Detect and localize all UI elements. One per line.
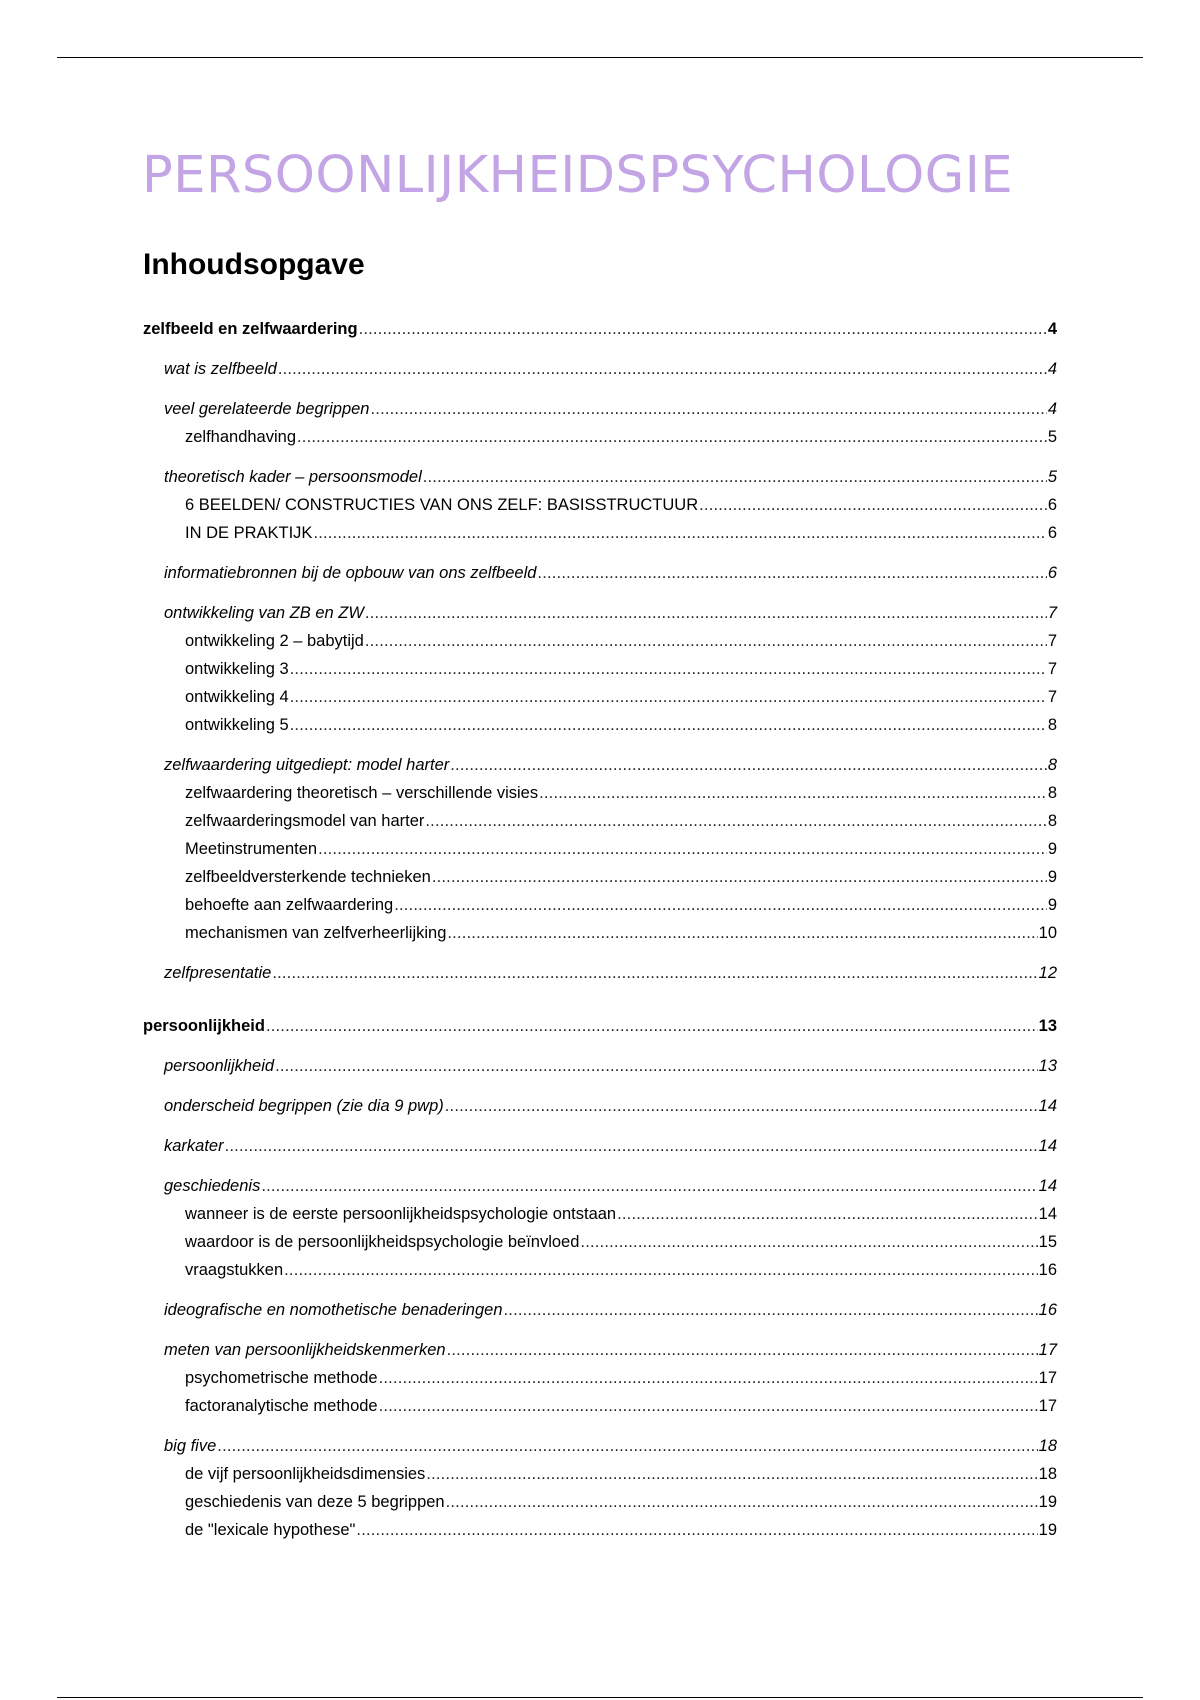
toc-entry-page: 7 bbox=[1047, 660, 1057, 678]
toc-entry-label: zelfwaardering uitgediept: model harter bbox=[164, 756, 450, 774]
toc-entry-page: 19 bbox=[1038, 1521, 1057, 1539]
toc-entry[interactable] bbox=[164, 1174, 1057, 1198]
toc-dot-leader bbox=[266, 1014, 1038, 1038]
toc-entry-label: onderscheid begrippen (zie dia 9 pwp) bbox=[164, 1097, 444, 1115]
toc-dot-leader bbox=[379, 1366, 1038, 1390]
toc-entry[interactable] bbox=[164, 357, 1057, 381]
toc-entry[interactable] bbox=[164, 1338, 1057, 1362]
toc-entry[interactable] bbox=[185, 1394, 1057, 1418]
toc-entry-page: 4 bbox=[1047, 320, 1057, 338]
toc-dot-leader bbox=[261, 1174, 1037, 1198]
toc-entry-page: 6 bbox=[1047, 524, 1057, 542]
toc-entry[interactable] bbox=[143, 1014, 1057, 1038]
toc-dot-leader bbox=[290, 657, 1047, 681]
toc-entry-page: 8 bbox=[1047, 812, 1057, 830]
toc-entry[interactable] bbox=[164, 601, 1057, 625]
toc-entry-label: ontwikkeling 2 – babytijd bbox=[185, 632, 364, 650]
toc-entry[interactable] bbox=[185, 685, 1057, 709]
toc-entry[interactable] bbox=[185, 521, 1057, 545]
toc-entry-label: wat is zelfbeeld bbox=[164, 360, 277, 378]
toc-entry-page: 9 bbox=[1047, 896, 1057, 914]
toc-entry[interactable] bbox=[185, 1490, 1057, 1514]
toc-dot-leader bbox=[290, 685, 1047, 709]
toc-entry[interactable] bbox=[185, 1462, 1057, 1486]
toc-entry[interactable] bbox=[164, 753, 1057, 777]
toc-entry[interactable] bbox=[185, 713, 1057, 737]
toc-entry-page: 18 bbox=[1038, 1465, 1057, 1483]
toc-entry[interactable] bbox=[185, 425, 1057, 449]
toc-entry-label: ontwikkeling 3 bbox=[185, 660, 289, 678]
toc-entry-page: 14 bbox=[1038, 1097, 1057, 1115]
toc-entry-page: 7 bbox=[1047, 688, 1057, 706]
toc-dot-leader bbox=[356, 1518, 1037, 1542]
toc-dot-leader bbox=[699, 493, 1047, 517]
toc-dot-leader bbox=[318, 837, 1047, 861]
toc-dot-leader bbox=[504, 1298, 1038, 1322]
toc-dot-leader bbox=[394, 893, 1047, 917]
toc-entry[interactable] bbox=[185, 921, 1057, 945]
toc-entry-page: 9 bbox=[1047, 840, 1057, 858]
toc-entry-page: 14 bbox=[1038, 1205, 1057, 1223]
toc-entry-label: IN DE PRAKTIJK bbox=[185, 524, 313, 542]
toc-entry-label: zelfbeeldversterkende technieken bbox=[185, 868, 431, 886]
toc-dot-leader bbox=[359, 317, 1047, 341]
toc-entry-page: 16 bbox=[1038, 1261, 1057, 1279]
toc-entry[interactable] bbox=[164, 1298, 1057, 1322]
toc-entry-label: Meetinstrumenten bbox=[185, 840, 318, 858]
toc-entry-label: mechanismen van zelfverheerlijking bbox=[185, 924, 447, 942]
toc-entry[interactable] bbox=[164, 1054, 1057, 1078]
toc-entry[interactable] bbox=[164, 1434, 1057, 1458]
toc-entry-label: informatiebronnen bij de opbouw van ons zelfbeeld bbox=[164, 564, 537, 582]
toc-entry-page: 17 bbox=[1038, 1341, 1057, 1359]
toc-entry-page: 5 bbox=[1047, 468, 1057, 486]
toc-entry-page: 16 bbox=[1038, 1301, 1057, 1319]
toc-entry-page: 7 bbox=[1047, 604, 1057, 622]
toc-dot-leader bbox=[426, 1462, 1037, 1486]
toc-entry[interactable] bbox=[164, 561, 1057, 585]
toc-dot-leader bbox=[539, 781, 1047, 805]
toc-dot-leader bbox=[284, 1258, 1038, 1282]
toc-entry[interactable] bbox=[185, 1366, 1057, 1390]
toc-entry-label: geschiedenis bbox=[164, 1177, 261, 1195]
toc-entry[interactable] bbox=[185, 1258, 1057, 1282]
toc-entry[interactable] bbox=[164, 1134, 1057, 1158]
toc-entry-label: persoonlijkheid bbox=[143, 1017, 265, 1035]
toc-dot-leader bbox=[425, 809, 1046, 833]
toc-entry-page: 14 bbox=[1038, 1177, 1057, 1195]
toc-entry-label: behoefte aan zelfwaardering bbox=[185, 896, 394, 914]
toc-dot-leader bbox=[297, 425, 1047, 449]
toc-entry[interactable] bbox=[143, 317, 1057, 341]
toc-entry[interactable] bbox=[185, 865, 1057, 889]
toc-dot-leader bbox=[371, 397, 1047, 421]
toc-entry-page: 8 bbox=[1047, 716, 1057, 734]
toc-entry-page: 17 bbox=[1038, 1397, 1057, 1415]
toc-entry-page: 7 bbox=[1047, 632, 1057, 650]
toc-dot-leader bbox=[365, 629, 1047, 653]
toc-entry-label: waardoor is de persoonlijkheidspsychologie beïnvloed bbox=[185, 1233, 580, 1251]
toc-entry-label: persoonlijkheid bbox=[164, 1057, 275, 1075]
toc-dot-leader bbox=[313, 521, 1046, 545]
toc-entry-label: psychometrische methode bbox=[185, 1369, 378, 1387]
toc-dot-leader bbox=[272, 961, 1037, 985]
toc-entry[interactable] bbox=[185, 809, 1057, 833]
toc-dot-leader bbox=[278, 357, 1047, 381]
toc-entry[interactable] bbox=[164, 1094, 1057, 1118]
toc-entry-label: theoretisch kader – persoonsmodel bbox=[164, 468, 422, 486]
header-rule bbox=[57, 57, 1143, 58]
toc-dot-leader bbox=[365, 601, 1047, 625]
toc-entry-page: 6 bbox=[1047, 564, 1057, 582]
toc-entry-page: 19 bbox=[1038, 1493, 1057, 1511]
toc-entry[interactable] bbox=[185, 493, 1057, 517]
toc-dot-leader bbox=[580, 1230, 1037, 1254]
toc-entry[interactable] bbox=[185, 1202, 1057, 1226]
toc-entry[interactable] bbox=[164, 465, 1057, 489]
toc-entry-label: zelfpresentatie bbox=[164, 964, 272, 982]
toc-entry-label: meten van persoonlijkheidskenmerken bbox=[164, 1341, 446, 1359]
toc-entry-label: wanneer is de eerste persoonlijkheidspsychologie ontstaan bbox=[185, 1205, 617, 1223]
toc-dot-leader bbox=[275, 1054, 1038, 1078]
toc-dot-leader bbox=[447, 921, 1037, 945]
toc-entry-page: 6 bbox=[1047, 496, 1057, 514]
toc-dot-leader bbox=[379, 1394, 1038, 1418]
toc-entry-label: ideografische en nomothetische benaderingen bbox=[164, 1301, 503, 1319]
toc-dot-leader bbox=[446, 1490, 1038, 1514]
toc-entry-label: de "lexicale hypothese" bbox=[185, 1521, 356, 1539]
toc-entry-page: 17 bbox=[1038, 1369, 1057, 1387]
toc-entry-page: 8 bbox=[1047, 756, 1057, 774]
toc-entry-label: 6 BEELDEN/ CONSTRUCTIES VAN ONS ZELF: BASISSTRUCTUUR bbox=[185, 496, 699, 514]
toc-entry-label: veel gerelateerde begrippen bbox=[164, 400, 370, 418]
toc-dot-leader bbox=[225, 1134, 1038, 1158]
toc-entry-page: 18 bbox=[1038, 1437, 1057, 1455]
toc-entry[interactable] bbox=[164, 961, 1057, 985]
toc-dot-leader bbox=[423, 465, 1047, 489]
toc-heading: Inhoudsopgave bbox=[143, 248, 365, 281]
toc-entry-label: ontwikkeling 4 bbox=[185, 688, 289, 706]
toc-entry-label: big five bbox=[164, 1437, 217, 1455]
toc-entry-label: karkater bbox=[164, 1137, 224, 1155]
toc-dot-leader bbox=[217, 1434, 1037, 1458]
toc-entry[interactable] bbox=[185, 657, 1057, 681]
toc-entry-label: geschiedenis van deze 5 begrippen bbox=[185, 1493, 445, 1511]
toc-entry-page: 13 bbox=[1038, 1017, 1057, 1035]
toc-entry-label: zelfbeeld en zelfwaardering bbox=[143, 320, 358, 338]
toc-entry[interactable] bbox=[185, 1518, 1057, 1542]
toc-entry-label: ontwikkeling van ZB en ZW bbox=[164, 604, 364, 622]
toc-entry-page: 10 bbox=[1038, 924, 1057, 942]
toc-entry-label: vraagstukken bbox=[185, 1261, 284, 1279]
toc-dot-leader bbox=[537, 561, 1046, 585]
toc-entry-page: 5 bbox=[1047, 428, 1057, 446]
toc-entry-label: de vijf persoonlijkheidsdimensies bbox=[185, 1465, 426, 1483]
toc-entry-page: 4 bbox=[1047, 360, 1057, 378]
toc-dot-leader bbox=[447, 1338, 1038, 1362]
toc-entry-page: 9 bbox=[1047, 868, 1057, 886]
toc-entry-page: 14 bbox=[1038, 1137, 1057, 1155]
toc-dot-leader bbox=[617, 1202, 1038, 1226]
toc-dot-leader bbox=[445, 1094, 1038, 1118]
toc-entry-label: factoranalytische methode bbox=[185, 1397, 378, 1415]
toc-entry-page: 12 bbox=[1038, 964, 1057, 982]
toc-entry-page: 15 bbox=[1038, 1233, 1057, 1251]
toc-dot-leader bbox=[290, 713, 1047, 737]
toc-entry-label: ontwikkeling 5 bbox=[185, 716, 289, 734]
toc-entry[interactable] bbox=[185, 781, 1057, 805]
toc-entry-label: zelfwaardering theoretisch – verschillende visies bbox=[185, 784, 539, 802]
document-title: PERSOONLIJKHEIDSPSYCHOLOGIE bbox=[142, 146, 1014, 205]
toc-entry[interactable] bbox=[185, 1230, 1057, 1254]
toc-entry[interactable] bbox=[185, 629, 1057, 653]
toc-entry[interactable] bbox=[185, 837, 1057, 861]
toc-entry-label: zelfhandhaving bbox=[185, 428, 297, 446]
toc-dot-leader bbox=[450, 753, 1047, 777]
toc-entry-page: 4 bbox=[1047, 400, 1057, 418]
toc-entry[interactable] bbox=[185, 893, 1057, 917]
toc-entry-page: 8 bbox=[1047, 784, 1057, 802]
footer-rule bbox=[57, 1697, 1143, 1698]
toc-dot-leader bbox=[432, 865, 1047, 889]
toc-entry-label: zelfwaarderingsmodel van harter bbox=[185, 812, 425, 830]
toc-entry[interactable] bbox=[164, 397, 1057, 421]
toc-entry-page: 13 bbox=[1038, 1057, 1057, 1075]
